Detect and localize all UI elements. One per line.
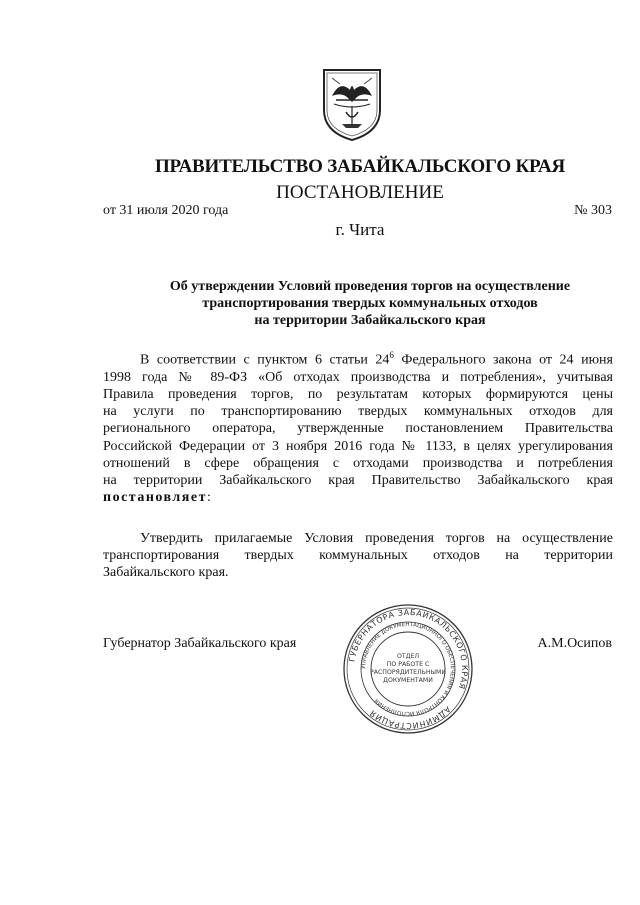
paragraph-line: на территории Забайкальского края Правительство Забайкальского края xyxy=(103,473,613,489)
preamble-paragraph xyxy=(103,347,613,506)
stamp-ring-text: ГУБЕРНАТОРА ЗАБАЙКАЛЬСКОГО КРАЯ xyxy=(347,607,470,691)
paragraph-line: 1998 года № 89-ФЗ «Об отходах производства и потребления», учитывая xyxy=(103,369,613,385)
signer-name: А.М.Осипов xyxy=(537,636,612,651)
resolution-paragraph xyxy=(103,530,613,582)
stamp-inner-ring-text: УПРАВЛЕНИЕ ДОКУМЕНТАЦИОННОГО ОБЕСПЕЧЕНИЯ И КОНТРОЛЯ ИСПОЛНЕНИЯ xyxy=(360,621,456,717)
decree-word: постановляет xyxy=(103,490,207,506)
document-subject xyxy=(120,278,620,329)
paragraph-line: Утвердить прилагаемые Условия проведения торгов на осуществление xyxy=(140,531,613,546)
superscript: 6 xyxy=(389,350,394,360)
paragraph-line: Забайкальского края. xyxy=(103,565,229,581)
stamp-center-text: ПО РАБОТЕ С xyxy=(386,661,430,668)
stamp-ring-text: АДМИНИСТРАЦИЯ xyxy=(367,704,453,731)
paragraph-line: Российской Федерации от 3 ноября 2016 года № 1133, в целях урегулирования xyxy=(103,438,613,454)
official-stamp xyxy=(341,602,475,736)
document-kind: ПОСТАНОВЛЕНИЕ xyxy=(276,182,444,203)
stamp-center-text: ОТДЕЛ xyxy=(396,653,420,660)
document-number: № 303 xyxy=(574,203,612,218)
signer-position: Губернатор Забайкальского края xyxy=(103,636,297,651)
document-date: от 31 июля 2020 года xyxy=(103,203,229,218)
stamp-center-text: РАСПОРЯДИТЕЛЬНЫМИ xyxy=(370,669,446,676)
subject-line: на территории Забайкальского края xyxy=(254,313,486,328)
paragraph-line: регионального оператора, утвержденные постановлением Правительства xyxy=(103,421,613,437)
stamp-center-text: ДОКУМЕНТАМИ xyxy=(383,677,433,684)
paragraph-line: на услуги по транспортированию твердых коммунальных отходов для xyxy=(103,404,613,420)
document-city: г. Чита xyxy=(335,220,385,239)
coat-of-arms-emblem xyxy=(320,66,384,142)
paragraph-line: отношений в сфере обращения с отходами производства и потребления xyxy=(103,455,613,471)
subject-line: транспортирования твердых коммунальных отходов xyxy=(202,296,538,311)
paragraph-line: постановляет: xyxy=(103,490,211,506)
paragraph-line: Правила проведения торгов, по результатам которых формируются цены xyxy=(103,387,613,403)
subject-line: Об утверждении Условий проведения торгов на осуществление xyxy=(169,279,571,294)
paragraph-line: В соответствии с пунктом 6 статьи $24^6$ Федерального закона от 24 июня xyxy=(140,350,613,368)
government-title: ПРАВИТЕЛЬСТВО ЗАБАЙКАЛЬСКОГО КРАЯ xyxy=(154,156,566,177)
paragraph-line: транспортирования твердых коммунальных отходов на территории xyxy=(103,548,613,564)
